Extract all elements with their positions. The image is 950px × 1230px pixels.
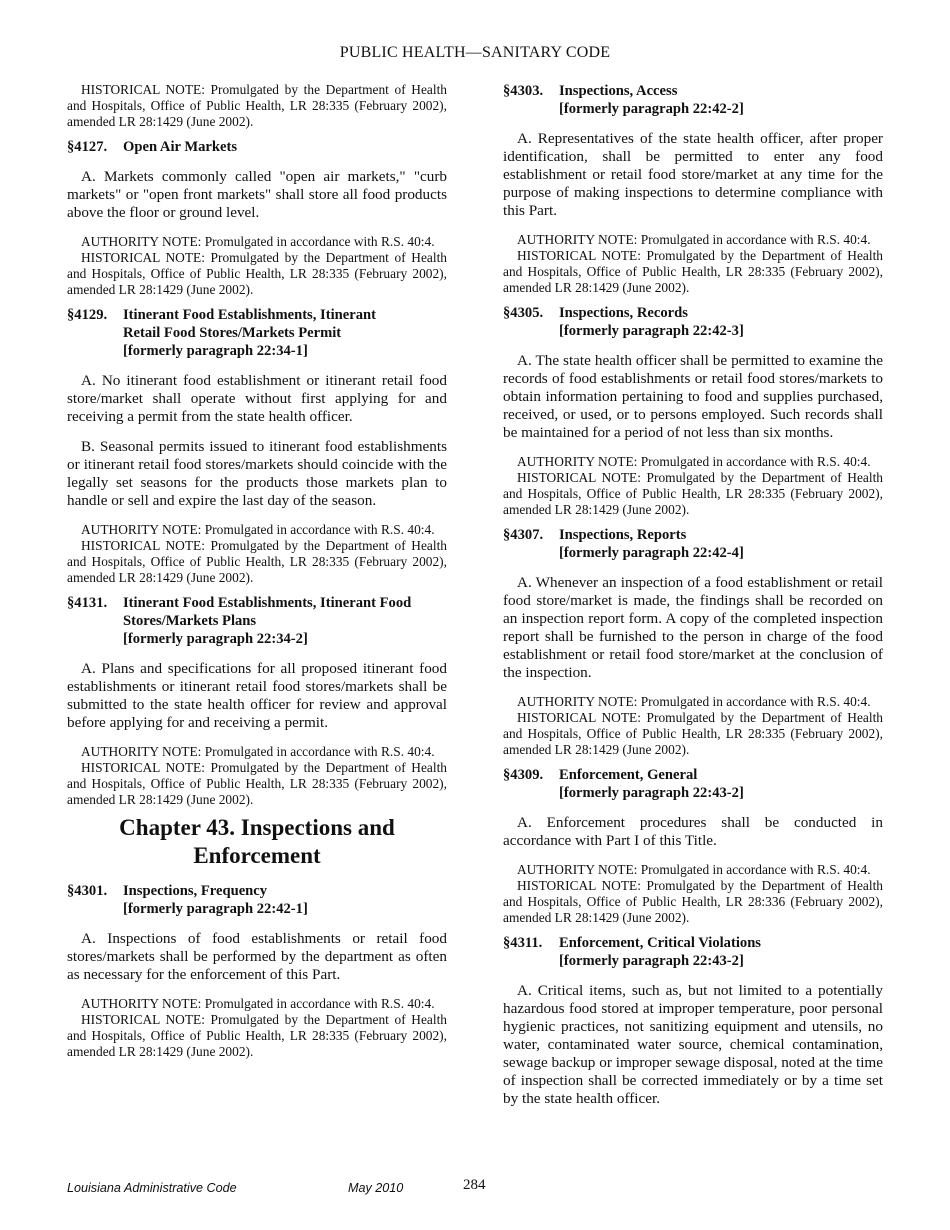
- paragraph: A. Critical items, such as, but not limited to a potentially hazardous food stored at improper temperature, poor personal hygienic practices, not sanitizing equipment and utensils, no water, contaminated water source, chemical contamination, sewage backup or improper sewage disposal, noted at the time of inspection shall be corrected immediately or by a time set by the state health officer.: [503, 982, 883, 1107]
- section-number: §4129.: [67, 307, 108, 323]
- historical-note: HISTORICAL NOTE: Promulgated by the Department of Health and Hospitals, Office of Public Health, LR 28:336 (February 2002), amended LR 28:1429 (June 2002).: [503, 878, 883, 925]
- section-title-line: [formerly paragraph 22:43-2]: [559, 785, 744, 801]
- section-title: [559, 304, 883, 340]
- historical-note: HISTORICAL NOTE: Promulgated by the Department of Health and Hospitals, Office of Public Health, LR 28:335 (February 2002), amended LR 28:1429 (June 2002).: [503, 710, 883, 757]
- historical-note: HISTORICAL NOTE: Promulgated by the Department of Health and Hospitals, Office of Public Health, LR 28:335 (February 2002), amended LR 28:1429 (June 2002).: [503, 470, 883, 517]
- section-heading-4129: [67, 306, 447, 360]
- authority-note: AUTHORITY NOTE: Promulgated in accordance with R.S. 40:4.: [517, 694, 871, 709]
- chapter-heading: [67, 814, 447, 870]
- section-heading-4307: [503, 526, 883, 562]
- section-title-line: Inspections, Records: [559, 305, 688, 321]
- paragraph: A. The state health officer shall be permitted to examine the records of food establishments or retail food stores/markets to obtain information pertaining to food and supplies purchased, received, or used, or to persons employed. Such records shall be maintained for a period of not less than six months.: [503, 352, 883, 441]
- paragraph: B. Seasonal permits issued to itinerant food establishments or itinerant retail food stores/markets should coincide with the legally set seasons for the products those markets plan to handle or sell and expire the last day of the season.: [67, 438, 447, 509]
- section-title-line: [formerly paragraph 22:42-3]: [559, 323, 744, 339]
- paragraph: A. No itinerant food establishment or itinerant retail food store/market shall operate without first applying for and receiving a permit from the state health officer.: [67, 372, 447, 425]
- left-column: [67, 82, 447, 1060]
- section-title-line: Inspections, Reports: [559, 527, 687, 543]
- historical-note: HISTORICAL NOTE: Promulgated by the Department of Health and Hospitals, Office of Public Health, LR 28:335 (February 2002), amended LR 28:1429 (June 2002).: [67, 760, 447, 807]
- section-number: §4131.: [67, 595, 108, 611]
- paragraph: A. Markets commonly called "open air markets," "curb markets" or "open front markets" shall store all food products above the floor or ground level.: [67, 168, 447, 221]
- section-heading-4131: [67, 594, 447, 648]
- section-title-line: Stores/Markets Plans: [123, 613, 257, 629]
- section-title-line: [formerly paragraph 22:34-2]: [123, 631, 308, 647]
- authority-note: AUTHORITY NOTE: Promulgated in accordance with R.S. 40:4.: [517, 862, 871, 877]
- section-title-line: Enforcement, Critical Violations: [559, 935, 761, 951]
- section-title-line: Enforcement, General: [559, 767, 698, 783]
- running-header: PUBLIC HEALTH—SANITARY CODE: [339, 44, 611, 61]
- historical-note: HISTORICAL NOTE: Promulgated by the Department of Health and Hospitals, Office of Public Health, LR 28:335 (February 2002), amended LR 28:1429 (June 2002).: [503, 248, 883, 295]
- section-title-line: Inspections, Frequency: [123, 883, 268, 899]
- authority-note: AUTHORITY NOTE: Promulgated in accordance with R.S. 40:4.: [81, 744, 435, 759]
- section-heading-4305: [503, 304, 883, 340]
- historical-note: HISTORICAL NOTE: Promulgated by the Department of Health and Hospitals, Office of Public Health, LR 28:335 (February 2002), amended LR 28:1429 (June 2002).: [67, 82, 447, 129]
- section-title-line: Itinerant Food Establishments, Itinerant Food: [123, 595, 412, 611]
- footer-date: May 2010: [348, 1181, 404, 1195]
- section-title-line: Retail Food Stores/Markets Permit: [123, 325, 342, 341]
- section-heading-4311: [503, 934, 883, 970]
- paragraph: A. Representatives of the state health officer, after proper identification, shall be permitted to enter any food establishment or retail food store/market at any time for the purpose of making inspections to determine compliance with this Part.: [503, 130, 883, 219]
- section-heading-4303: [503, 82, 883, 118]
- paragraph: A. Inspections of food establishments or retail food stores/markets shall be performed by the department as often as necessary for the enforcement of this Part.: [67, 930, 447, 983]
- section-heading-4301: [67, 882, 447, 918]
- authority-note: AUTHORITY NOTE: Promulgated in accordance with R.S. 40:4.: [517, 454, 871, 469]
- section-title-line: Inspections, Access: [559, 83, 678, 99]
- section-title: [123, 594, 447, 648]
- section-number: §4309.: [503, 767, 544, 783]
- section-heading-4309: [503, 766, 883, 802]
- right-column: [503, 82, 883, 1120]
- chapter-title-line: Enforcement: [193, 843, 321, 868]
- authority-note: AUTHORITY NOTE: Promulgated in accordance with R.S. 40:4.: [81, 996, 435, 1011]
- historical-note: HISTORICAL NOTE: Promulgated by the Department of Health and Hospitals, Office of Public Health, LR 28:335 (February 2002), amended LR 28:1429 (June 2002).: [67, 538, 447, 585]
- section-title: Open Air Markets: [123, 139, 238, 155]
- section-title-line: [formerly paragraph 22:34-1]: [123, 343, 308, 359]
- section-title-line: Itinerant Food Establishments, Itinerant: [123, 307, 376, 323]
- page-number: 284: [463, 1177, 486, 1193]
- chapter-title-line: Chapter 43. Inspections and: [119, 815, 395, 840]
- section-number: §4127.: [67, 139, 108, 155]
- section-number: §4301.: [67, 883, 108, 899]
- section-title: [559, 82, 883, 118]
- authority-note: AUTHORITY NOTE: Promulgated in accordance with R.S. 40:4.: [81, 522, 435, 537]
- section-title-line: [formerly paragraph 22:42-4]: [559, 545, 744, 561]
- authority-note: AUTHORITY NOTE: Promulgated in accordance with R.S. 40:4.: [517, 232, 871, 247]
- section-title: [559, 934, 883, 970]
- section-number: §4305.: [503, 305, 544, 321]
- historical-note: HISTORICAL NOTE: Promulgated by the Department of Health and Hospitals, Office of Public Health, LR 28:335 (February 2002), amended LR 28:1429 (June 2002).: [67, 1012, 447, 1059]
- section-title: [559, 766, 883, 802]
- section-title: [123, 306, 447, 360]
- section-title: [559, 526, 883, 562]
- section-title-line: [formerly paragraph 22:42-2]: [559, 101, 744, 117]
- section-title-line: [formerly paragraph 22:42-1]: [123, 901, 308, 917]
- authority-note: AUTHORITY NOTE: Promulgated in accordance with R.S. 40:4.: [81, 234, 435, 249]
- section-title: [123, 882, 447, 918]
- paragraph: A. Enforcement procedures shall be conducted in accordance with Part I of this Title.: [503, 814, 883, 849]
- historical-note: HISTORICAL NOTE: Promulgated by the Department of Health and Hospitals, Office of Public Health, LR 28:335 (February 2002), amended LR 28:1429 (June 2002).: [67, 250, 447, 297]
- section-number: §4303.: [503, 83, 544, 99]
- section-heading-4127: [67, 138, 447, 156]
- section-title-line: [formerly paragraph 22:43-2]: [559, 953, 744, 969]
- paragraph: A. Plans and specifications for all proposed itinerant food establishments or itinerant retail food stores/markets shall be submitted to the state health officer for review and approval before applying for and receiving a permit.: [67, 660, 447, 731]
- section-number: §4307.: [503, 527, 544, 543]
- paragraph: A. Whenever an inspection of a food establishment or retail food store/market is made, the findings shall be recorded on an inspection report form. A copy of the completed inspection report shall be furnished to the person in charge of the food establishment or retail food store/market at the conclusion of the inspection.: [503, 574, 883, 681]
- footer-publication: Louisiana Administrative Code: [67, 1181, 237, 1195]
- section-number: §4311.: [503, 935, 543, 951]
